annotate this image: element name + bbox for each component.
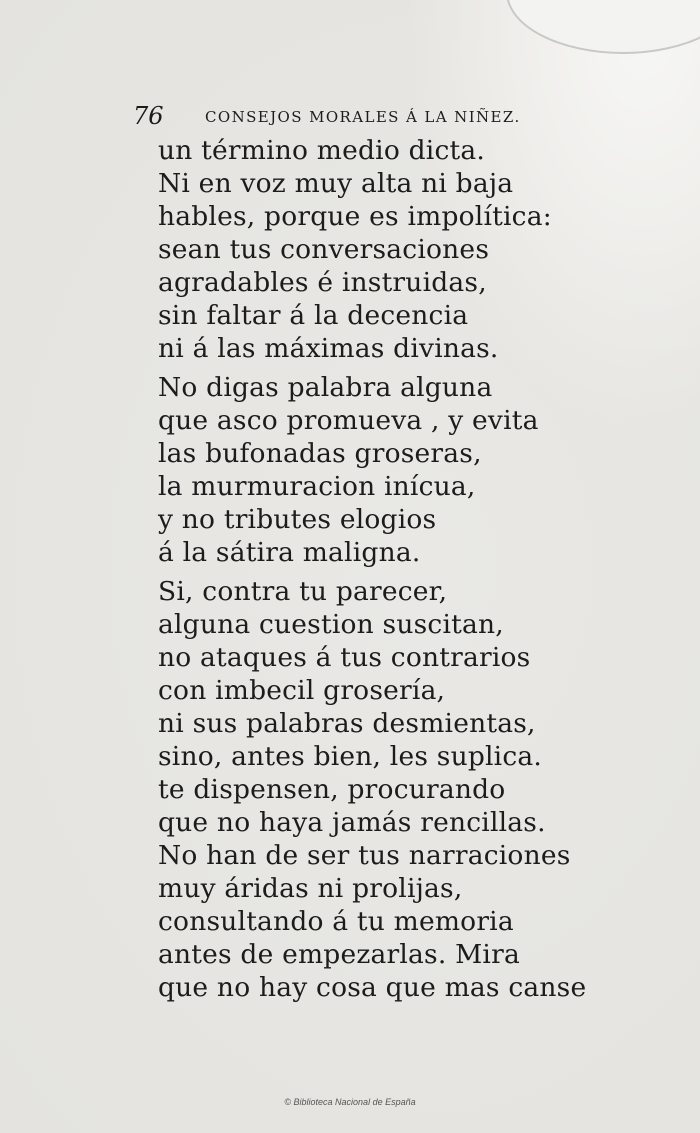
verse-body (158, 134, 587, 1008)
verse-line: consultando á tu memoria (158, 906, 514, 937)
verse-line: las bufonadas groseras, (158, 438, 482, 469)
verse-line: que no haya jamás rencillas. (158, 807, 546, 838)
stanza-3 (158, 575, 587, 1004)
verse-line: sino, antes bien, les suplica. (158, 741, 543, 772)
verse-line: con imbecil grosería, (158, 675, 446, 706)
verse-line: te dispensen, procurando (158, 774, 506, 805)
verse-line: ni á las máximas divinas. (158, 333, 499, 364)
library-credit: © Biblioteca Nacional de España (284, 1097, 416, 1107)
verse-line: la murmuracion inícua, (158, 471, 476, 502)
verse-line: que no hay cosa que mas canse (158, 972, 587, 1003)
running-title: CONSEJOS MORALES Á LA NIÑEZ. (205, 108, 521, 126)
page-number: 76 (133, 102, 164, 130)
verse-line: antes de empezarlas. Mira (158, 939, 520, 970)
verse-line: sean tus conversaciones (158, 234, 490, 265)
verse-line: un término medio dicta. (158, 135, 485, 166)
verse-line: que asco promueva , y evita (158, 405, 539, 436)
verse-line: sin faltar á la decencia (158, 300, 469, 331)
verse-line: Ni en voz muy alta ni baja (158, 168, 514, 199)
verse-line: No digas palabra alguna (158, 372, 493, 403)
verse-line: hables, porque es impolítica: (158, 201, 552, 232)
verse-line: á la sátira maligna. (158, 537, 421, 568)
verse-line: ni sus palabras desmientas, (158, 708, 536, 739)
verse-line: muy áridas ni prolijas, (158, 873, 463, 904)
verse-line: Si, contra tu parecer, (158, 576, 448, 607)
stanza-2 (158, 371, 578, 569)
page-header (133, 102, 563, 132)
verse-line: y no tributes elogios (158, 504, 437, 535)
verse-line: agradables é instruidas, (158, 267, 487, 298)
verse-line: No han de ser tus narraciones (158, 840, 571, 871)
stanza-1 (158, 134, 578, 365)
page-corner-curl (506, 0, 700, 54)
verse-line: no ataques á tus contrarios (158, 642, 531, 673)
verse-line: alguna cuestion suscitan, (158, 609, 504, 640)
